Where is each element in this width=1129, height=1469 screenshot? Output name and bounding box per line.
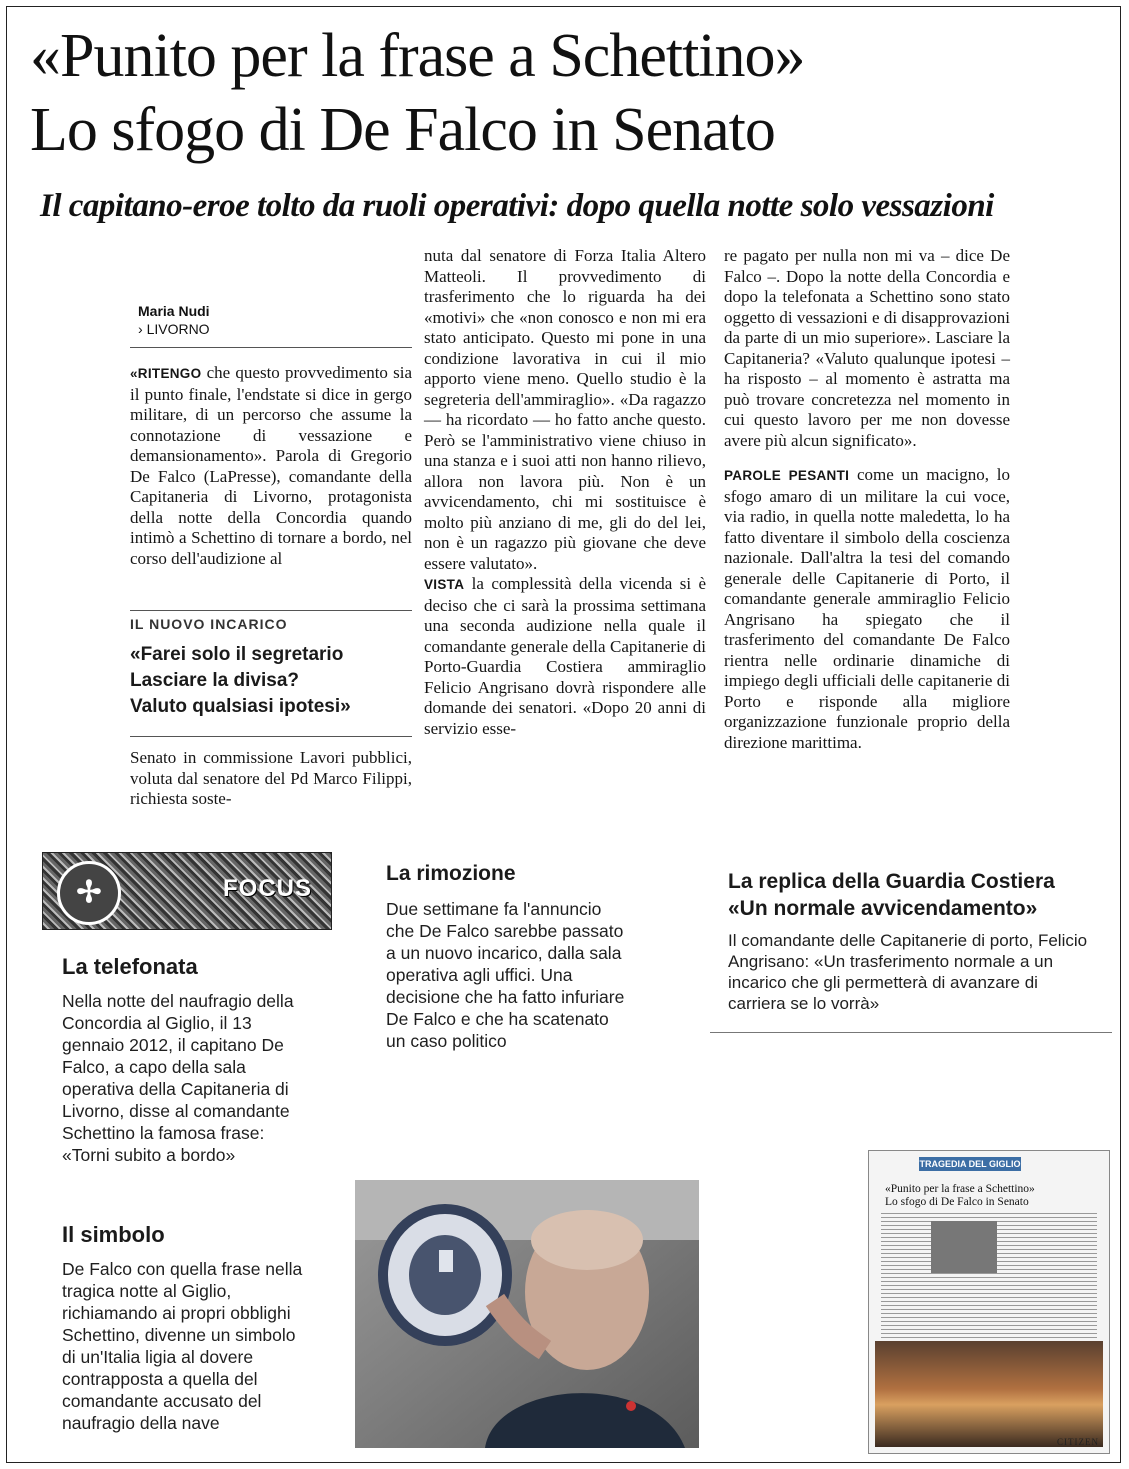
section-label: IL NUOVO INCARICO [130,616,288,632]
pull-quote-line: Lasciare la divisa? [130,670,299,691]
article-column-2 [424,246,706,739]
article-column-1 [130,363,412,569]
thumbnail-headline-2: Lo sfogo di De Falco in Senato [885,1196,1029,1208]
thumbnail-photo [931,1221,997,1273]
replica-rule [710,1032,1112,1033]
focus-logo [42,852,332,930]
replica-title-line-1: La replica della Guardia Costiera [728,870,1055,893]
replica-title-line-2: «Un normale avvicendamento» [728,897,1038,920]
column-3-kicker: PAROLE PESANTI [724,468,850,483]
box-text-telefonata: Nella notte del naufragio della Concordia al Giglio, il 13 gennaio 2012, il capitano De Falco, a capo della sala operativa della Capitaneria di Livorno, disse al comandante Schettino la famosa frase: «Torni subito a bordo» [62,991,294,1165]
headline-line-1: «Punito per la frase a Schettino» [30,22,805,90]
pull-quote [130,642,351,720]
box-title-telefonata: La telefonata [62,954,198,979]
replica-title [728,868,1055,922]
pull-quote-line: Valuto qualsiasi ipotesi» [130,696,351,717]
replica-text: Il comandante delle Capitanerie di porto, Felicio Angrisano: «Un trasferimento normale a un incarico che gli permetterà di avanzare di carriera se lo vorrà» [728,931,1088,1013]
box-text-rimozione: Due settimane fa l'annuncio che De Falco sarebbe passato a un nuovo incarico, dalla sala operativa agli uffici. Una decisione che ha fatto infuriare De Falco e che ha scatenato un caso politico [386,899,625,1051]
section-rule-top [130,610,412,611]
box-title-rimozione: La rimozione [386,862,516,885]
article-column-3 [724,246,1010,753]
column-2-text-2: la complessità della vicenda si è deciso che ci sarà la prossima settimana una seconda audizione nella quale il comandante generale della Capitanerie di Porto-Guardia Costiera ammiraglio Felicio Angrisano dovrà rispondere alle domande dei senatori. «Dopo 20 anni di servizio esse- [424,574,706,738]
photo-de-falco [355,1180,699,1448]
pull-quote-line: «Farei solo il segretario [130,644,344,665]
thumbnail-advertisement [875,1341,1103,1447]
box-text-simbolo: De Falco con quella frase nella tragica notte al Giglio, richiamando ai propri obblighi Schettino, divenne un simbolo di un'Italia ligia al dovere contrapposta a quella del comandante accusato del naufragio della nave [62,1259,303,1433]
box-title-simbolo: Il simbolo [62,1222,165,1247]
thumbnail-band: TRAGEDIA DEL GIGLIO [919,1159,1021,1169]
column-1-text: che questo provvedimento sia il punto finale, l'endstate si dice in gergo militare, di un percorso che assume la connotazione di vessazione e demansionamento». Parola di Gregorio De Falco (LaPresse), comandante della Capitaneria di Livorno, protagonista della notte della Concordia quando intimò a Schettino di tornare a bordo, nel corso dell'audizione al [130,363,412,568]
headline-line-2: Lo sfogo di De Falco in Senato [30,96,775,164]
column-2-kicker: VISTA [424,577,465,592]
byline-place: › LIVORNO [138,321,210,337]
author-name: Maria Nudi [138,303,210,319]
thumbnail-headline-1: «Punito per la frase a Schettino» [885,1183,1035,1195]
subtitle: Il capitano-eroe tolto da ruoli operativi: dopo quella notte solo vessazioni [40,188,994,224]
lead-kicker: «RITENGO [130,366,202,381]
byline [138,302,210,338]
column-1b-text: Senato in commissione Lavori pubblici, voluta dal senatore del Pd Marco Filippi, richiesta soste- [130,748,412,808]
focus-logo-icon: ✢ [57,861,121,925]
column-3-text: re pagato per nulla non mi va – dice De Falco –. Dopo la notte della Concordia e dopo la telefonata a Schettino sono stato oggetto di vessazioni e di disapprovazioni da parte di un mio superiore». Lasciare la Capitaneria? «Valuto qualunque ipotesi – ha risposto – al momento è astratta ma può trovare concretezza nel momento in cui questo lavoro per me non dovesse avere più alcun significato». [724,246,1010,450]
focus-logo-word: FOCUS [223,875,312,902]
article-column-1b [130,748,412,810]
column-3-text-2: come un macigno, lo sfogo amaro di un militare la cui voce, via radio, in quella notte maledetta, lo ha fatto diventare il simbolo della coscienza nazionale. Dall'altra la tesi del comando generale delle Capitanerie di Porto, il comandante generale ammiraglio Felicio Angrisano ha spiegato che il trasferimento del comandante De Falco rientra nelle ordinarie dinamiche di impiego degli ufficiali delle capitanerie di Porto e risponde alla migliore organizzazione funzionale proprio della direzione marittima. [724,465,1010,752]
thumbnail-brand: CITIZEN [1057,1437,1099,1447]
column-2-text: nuta dal senatore di Forza Italia Altero Matteoli. Il provvedimento di trasferimento che lo riguarda ha dei «motivi» che «non conosco e non mi era stato anticipato. Questo mi pone in una condizione lavorativa in cui il mio apporto viene meno. Quello studio è la segreteria dell'ammiraglio». «Da ragazzo — ha ricordato — ho fatto anche questo. Però se l'amministrativo viene chiuso in una stanza e i suoi atti non hanno rilievo, allora non lavora più. Non è un avvicendamento, chi mi sostituisce è molto più anziano di me, gli do del lei, non è un ragazzo più giovane che deve essere valutato». [424,246,706,573]
photo-de-falco-image [355,1180,699,1448]
page-thumbnail [868,1150,1110,1454]
section-rule-bottom [130,736,412,737]
byline-rule [130,347,412,348]
